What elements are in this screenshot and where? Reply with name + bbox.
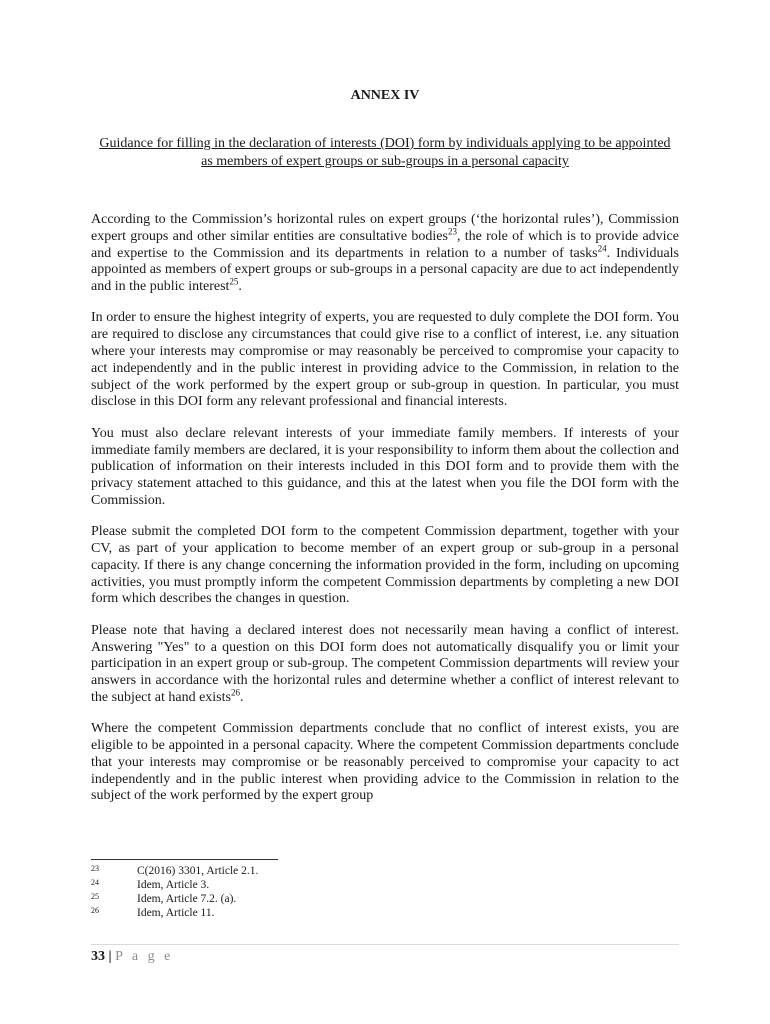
footnote-number: 26 bbox=[91, 906, 99, 915]
footnote-ref-25: 25 bbox=[229, 276, 239, 287]
footnote-item bbox=[91, 892, 491, 906]
paragraph-1-part-d: . bbox=[238, 279, 242, 295]
body-text bbox=[91, 212, 679, 820]
footnote-ref-24: 24 bbox=[597, 242, 607, 253]
paragraph-4: Please submit the completed DOI form to the competent Commission department, together with your CV, as part of your application to become member of an expert group or sub-group in a personal capacity. If there is any change concerning the information provided in the form, including on upcoming activities, you must promptly inform the competent Commission departments by completing a new DOI form which describes the changes in question. bbox=[91, 524, 679, 607]
paragraph-5 bbox=[91, 623, 679, 707]
paragraph-1-part-b: , the role of which is to provide advice and expertise to the Commission and its departments in relation to a number of tasks bbox=[91, 228, 679, 261]
footnote-item bbox=[91, 906, 491, 920]
page-footer bbox=[91, 948, 173, 966]
footnote-separator bbox=[91, 859, 278, 860]
footnote-ref-26: 26 bbox=[230, 687, 240, 698]
paragraph-5-part-a: Please note that having a declared interest does not necessarily mean having a conflict of interest. Answering "Yes" to a question on this DOI form does not automatically disqualify you or limit your participation in an expert group or sub-group. The competent Commission departments will review your answers in accordance with the horizontal rules and determine whether a conflict of interest relevant to the subject at hand exists bbox=[91, 622, 679, 705]
annex-title: ANNEX IV bbox=[350, 88, 420, 103]
footnote-item bbox=[91, 864, 491, 878]
guidance-subtitle: Guidance for filling in the declaration of interests (DOI) form by individuals applying to be appointed as members of expert groups or sub-groups in a personal capacity bbox=[99, 136, 671, 169]
footnote-ref-23: 23 bbox=[447, 226, 457, 237]
footnote-number: 24 bbox=[91, 878, 99, 887]
page-label: P a g e bbox=[115, 949, 174, 964]
footnote-item bbox=[91, 878, 491, 892]
paragraph-6: Where the competent Commission departments conclude that no conflict of interest exists, you are eligible to be appointed in a personal capacity. Where the competent Commission departments conclude that your interests may compromise or be reasonably perceived to compromise your capacity to act independently and in the public interest when providing advice to the Commission in relation to the subject of the work performed by the expert group bbox=[91, 721, 679, 804]
footnote-number: 23 bbox=[91, 864, 99, 873]
page-number: 33 bbox=[91, 949, 105, 964]
page-separator: | bbox=[108, 949, 112, 964]
footnote-text: Idem, Article 7.2. (a). bbox=[137, 893, 237, 905]
footnote-text: Idem, Article 3. bbox=[137, 879, 210, 891]
footnotes bbox=[91, 864, 491, 920]
paragraph-5-part-b: . bbox=[239, 689, 244, 705]
paragraph-3: You must also declare relevant interests of your immediate family members. If interests of your immediate family members are declared, it is your responsibility to inform them about the collection and publication of information on their interests included in this DOI form and to provide them with the privacy statement attached to this guidance, and this at the latest when you file the DOI form with the Commission. bbox=[91, 425, 679, 508]
footnote-text: C(2016) 3301, Article 2.1. bbox=[137, 865, 259, 877]
footnote-number: 25 bbox=[91, 892, 99, 901]
paragraph-1 bbox=[91, 212, 679, 296]
paragraph-1-part-c: . Individuals appointed as members of expert groups or sub-groups in a personal capacity are due to act independently and in the public interest bbox=[91, 245, 679, 295]
paragraph-2: In order to ensure the highest integrity of experts, you are requested to duly complete the DOI form. You are required to disclose any circumstances that could give rise to a conflict of interest, i.e. any situation where your interests may compromise or may reasonably be perceived to compromise your capacity to act independently and in the public interest in providing advice to the Commission, in relation to the subject of the work performed by the expert group or sub-group in question. In particular, you must disclose in this DOI form any relevant professional and financial interests. bbox=[91, 310, 679, 410]
paragraph-1-part-a: According to the Commission’s horizontal rules on expert groups (‘the horizontal rules’), Commission expert groups and other similar entities are consultative bodies bbox=[91, 212, 679, 244]
footnote-text: Idem, Article 11. bbox=[137, 907, 215, 919]
footer-rule bbox=[91, 944, 679, 945]
